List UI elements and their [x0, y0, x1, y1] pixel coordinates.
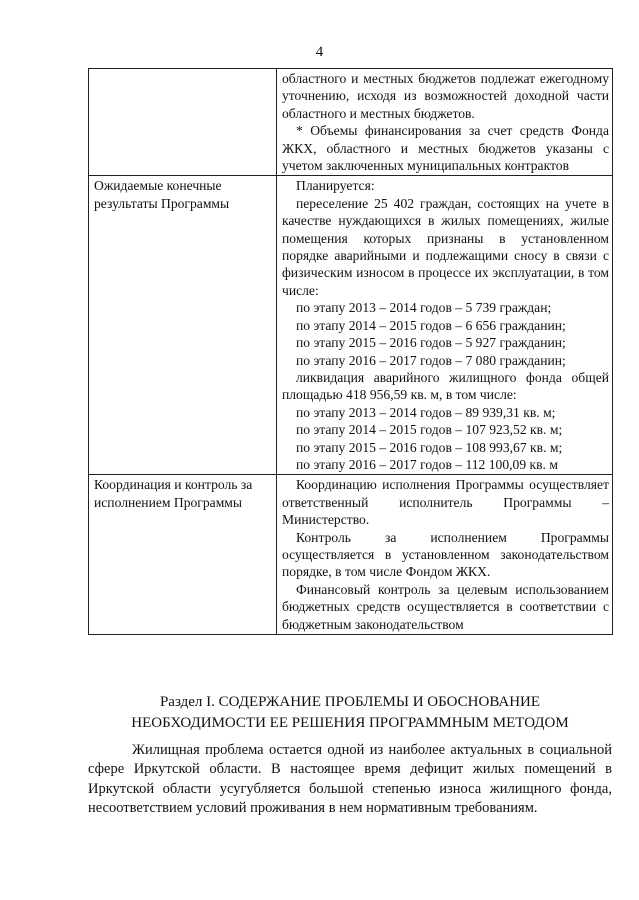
content-paragraph: Координацию исполнения Программы осуществляет ответственный исполнитель Программы – Министерство. [282, 477, 609, 528]
content-paragraph: переселение 25 402 граждан, состоящих на учете в качестве нуждающихся в жилых помещениях, жилые помещения которых признаны в установленном порядке аварийными и подлежащими сносу в связи с физическим износом в процессе их эксплуатации, в том числе: [282, 195, 609, 298]
content-paragraph: областного и местных бюджетов подлежат ежегодному уточнению, исходя из возможностей доходной части областного и местных бюджетов. [282, 71, 609, 121]
section-title-line-1: Раздел I. СОДЕРЖАНИЕ ПРОБЛЕМЫ И ОБОСНОВАНИЕ [159, 694, 541, 710]
content-paragraph: Финансовый контроль за целевым использованием бюджетных средств осуществляется в соответствии с бюджетным законодательством [282, 581, 609, 632]
section-title [88, 692, 612, 734]
row-label: Ожидаемые конечные результаты Программы [89, 176, 277, 475]
content-paragraph: Планируется: [296, 178, 375, 194]
content-paragraph: по этапу 2013 – 2014 годов – 89 939,31 кв. м; [296, 404, 556, 420]
section-title-line-2: НЕОБХОДИМОСТИ ЕЕ РЕШЕНИЯ ПРОГРАММНЫМ МЕТОДОМ [131, 715, 569, 731]
row-label: Координация и контроль за исполнением Программы [89, 475, 277, 635]
row-label [89, 69, 277, 176]
page-number: 4 [315, 44, 324, 60]
content-paragraph: по этапу 2014 – 2015 годов – 107 923,52 кв. м; [296, 422, 563, 438]
row-content [277, 69, 613, 176]
content-paragraph: по этапу 2015 – 2016 годов – 5 927 гражданин; [296, 335, 566, 351]
row-content [277, 475, 613, 635]
content-paragraph: по этапу 2014 – 2015 годов – 6 656 гражданин; [296, 317, 566, 333]
table-row [89, 475, 613, 635]
table-row [89, 69, 613, 176]
content-paragraph: по этапу 2013 – 2014 годов – 5 739 граждан; [296, 300, 552, 316]
content-paragraph: по этапу 2016 – 2017 годов – 7 080 гражданин; [296, 352, 566, 368]
content-paragraph: ликвидация аварийного жилищного фонда общей площадью 418 956,59 кв. м, в том числе: [282, 369, 609, 403]
content-paragraph: по этапу 2016 – 2017 годов – 112 100,09 кв. м [296, 456, 558, 472]
content-paragraph: * Объемы финансирования за счет средств Фонда ЖКХ, областного и местных бюджетов указаны с учетом заключенных муниципальных контрактов [282, 123, 609, 174]
content-paragraph: по этапу 2015 – 2016 годов – 108 993,67 кв. м; [296, 439, 563, 455]
content-paragraph: Контроль за исполнением Программы осуществляется в установленном законодательством порядке, в том числе Фондом ЖКХ. [282, 529, 609, 580]
table-row [89, 176, 613, 475]
program-passport-table [88, 68, 613, 635]
section-body-paragraph: Жилищная проблема остается одной из наиболее актуальных в социальной сфере Иркутской области. В настоящее время дефицит жилых помещений в Иркутской области усугубляется большой степенью износа жилищного фонда, несоответствием условий проживания в нем нормативным требованиям. [88, 742, 612, 817]
row-content [277, 176, 613, 475]
